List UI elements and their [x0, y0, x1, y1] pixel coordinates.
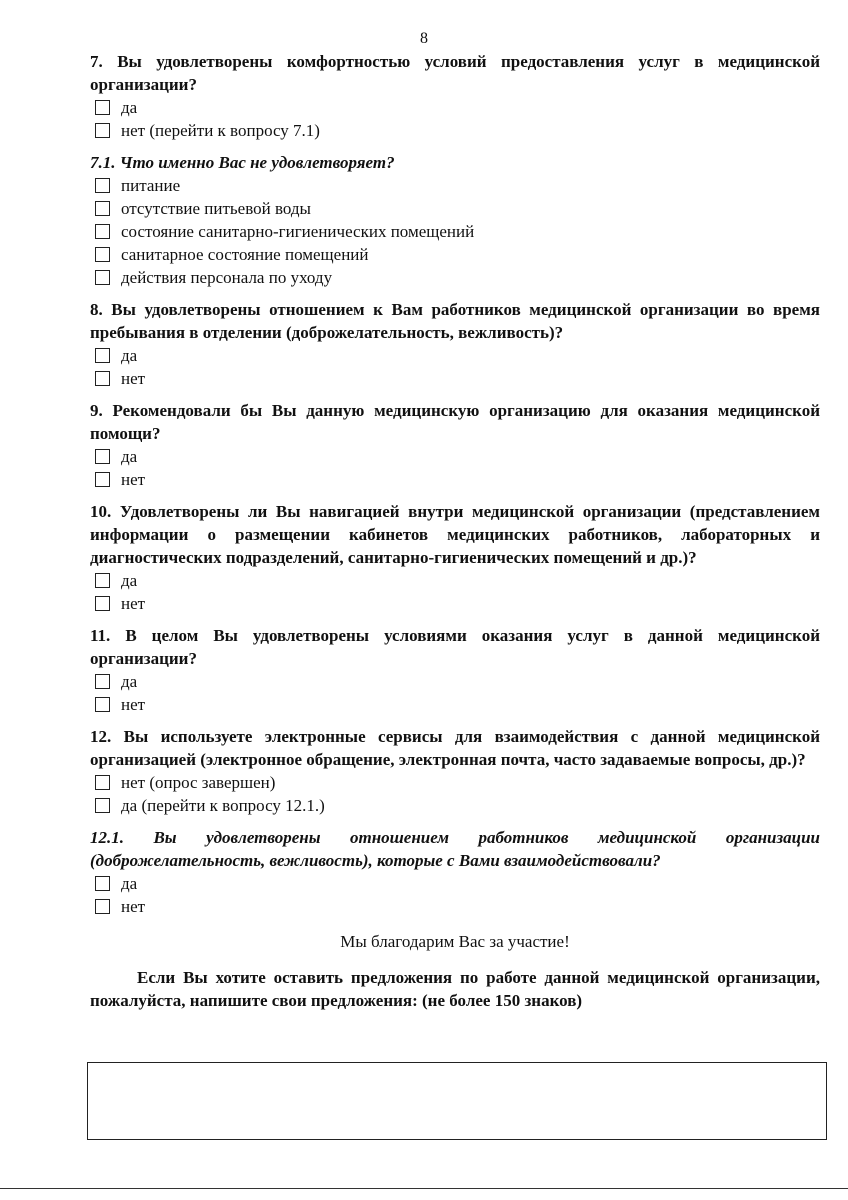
survey-content [90, 50, 820, 1012]
option-item [90, 174, 820, 197]
checkbox[interactable] [95, 697, 110, 712]
checkbox[interactable] [95, 674, 110, 689]
option-label: да [121, 873, 138, 893]
page-bottom-divider [0, 1188, 848, 1189]
checkbox[interactable] [95, 775, 110, 790]
checkbox[interactable] [95, 596, 110, 611]
question-9-options [90, 445, 820, 491]
option-label: питание [121, 175, 181, 195]
checkbox[interactable] [95, 178, 110, 193]
question-12-text: 12. Вы используете электронные сервисы для взаимодействия с данной медицинской организацией (электронное обращение, электронная почта, часто задаваемые вопросы, др.)? [90, 727, 820, 769]
option-item [90, 445, 820, 468]
option-label: нет (опрос завершен) [121, 772, 276, 792]
option-item [90, 344, 820, 367]
question-7-1 [90, 151, 820, 289]
option-item [90, 468, 820, 491]
option-label: состояние санитарно-гигиенических помещений [121, 221, 475, 241]
option-item [90, 693, 820, 716]
question-11-options [90, 670, 820, 716]
question-10-options [90, 569, 820, 615]
checkbox[interactable] [95, 201, 110, 216]
suggestion-prompt: Если Вы хотите оставить предложения по работе данной медицинской организации, пожалуйста, напишите свои предложения: (не более 150 знаков) [90, 968, 820, 1010]
checkbox[interactable] [95, 348, 110, 363]
option-item [90, 367, 820, 390]
question-7-1-text: 7.1. Что именно Вас не удовлетворяет? [90, 153, 395, 172]
question-7 [90, 50, 820, 142]
option-label: да (перейти к вопросу 12.1.) [121, 795, 325, 815]
question-12-1 [90, 826, 820, 918]
question-12-1-text: 12.1. Вы удовлетворены отношением работников медицинской организации (доброжелательность, вежливость), которые с Вами взаимодействовали? [90, 828, 820, 870]
option-label: да [121, 345, 138, 365]
option-item [90, 266, 820, 289]
checkbox[interactable] [95, 472, 110, 487]
option-label: нет [121, 593, 146, 613]
option-item [90, 670, 820, 693]
option-label: нет [121, 896, 146, 916]
option-label: да [121, 570, 138, 590]
question-11-text: 11. В целом Вы удовлетворены условиями оказания услуг в данной медицинской организации? [90, 626, 820, 668]
option-label: нет [121, 694, 146, 714]
option-label: нет (перейти к вопросу 7.1) [121, 120, 320, 140]
question-8-options [90, 344, 820, 390]
option-item [90, 220, 820, 243]
option-label: отсутствие питьевой воды [121, 198, 311, 218]
question-10 [90, 500, 820, 615]
checkbox[interactable] [95, 573, 110, 588]
question-7-text: 7. Вы удовлетворены комфортностью условий предоставления услуг в медицинской организации? [90, 52, 820, 94]
option-label: нет [121, 469, 146, 489]
option-label: санитарное состояние помещений [121, 244, 369, 264]
question-9-text: 9. Рекомендовали бы Вы данную медицинскую организацию для оказания медицинской помощи? [90, 401, 820, 443]
option-label: да [121, 446, 138, 466]
question-7-options [90, 96, 820, 142]
thanks-message: Мы благодарим Вас за участие! [340, 932, 570, 951]
checkbox[interactable] [95, 247, 110, 262]
question-12-1-options [90, 872, 820, 918]
option-item [90, 119, 820, 142]
option-item [90, 771, 820, 794]
question-12 [90, 725, 820, 817]
question-8 [90, 298, 820, 390]
option-item [90, 96, 820, 119]
checkbox[interactable] [95, 224, 110, 239]
option-item [90, 569, 820, 592]
option-item [90, 243, 820, 266]
question-12-options [90, 771, 820, 817]
suggestion-textarea[interactable] [87, 1062, 827, 1140]
option-item [90, 895, 820, 918]
question-9 [90, 399, 820, 491]
option-label: действия персонала по уходу [121, 267, 333, 287]
option-label: да [121, 97, 138, 117]
checkbox[interactable] [95, 100, 110, 115]
question-8-text: 8. Вы удовлетворены отношением к Вам работников медицинской организации во время пребывания в отделении (доброжелательность, вежливость)? [90, 300, 820, 342]
option-label: да [121, 671, 138, 691]
checkbox[interactable] [95, 798, 110, 813]
checkbox[interactable] [95, 123, 110, 138]
question-10-text: 10. Удовлетворены ли Вы навигацией внутри медицинской организации (представлением информации о размещении кабинетов медицинских работников, лабораторных и диагностических подразделений, санитарно-гигиенических помещений и др.)? [90, 502, 820, 567]
question-11 [90, 624, 820, 716]
option-item [90, 592, 820, 615]
question-7-1-options [90, 174, 820, 289]
checkbox[interactable] [95, 270, 110, 285]
page-number: 8 [420, 30, 428, 47]
option-item [90, 197, 820, 220]
checkbox[interactable] [95, 371, 110, 386]
checkbox[interactable] [95, 876, 110, 891]
checkbox[interactable] [95, 899, 110, 914]
checkbox[interactable] [95, 449, 110, 464]
option-item [90, 872, 820, 895]
option-item [90, 794, 820, 817]
option-label: нет [121, 368, 146, 388]
